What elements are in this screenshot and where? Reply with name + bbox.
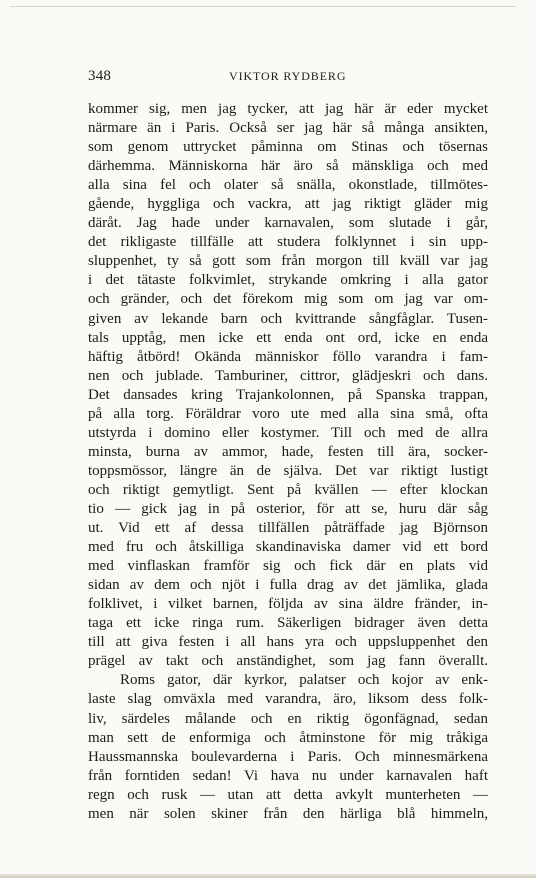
- text-line: liv, särdeles målande och en riktig ögonfägnad, sedan: [88, 710, 488, 727]
- text-line: taga ett icke ringa rum. Säkerligen bidrager även detta: [88, 615, 488, 632]
- running-title: VIKTOR RYDBERG: [229, 69, 347, 83]
- text-line: man sett de enformiga och åtminstone för mig tråkiga: [88, 729, 488, 746]
- text-line: det rikligaste tillfälle att studera folklynnet i sin upp-: [88, 234, 488, 251]
- text-line: närmare än i Paris. Också ser jag här så många ansikten,: [88, 120, 488, 137]
- text-line: utstyrda i domino eller kostymer. Till och med de allra: [88, 424, 488, 441]
- text-line: folklivet, i vilket barnen, följda av sina äldre fränder, in-: [88, 596, 488, 613]
- text-line: med fru och åtskilliga skandinaviska damer vid ett bord: [88, 539, 488, 556]
- text-line: men när solen skiner från den härliga blå himmeln,: [88, 805, 488, 822]
- text-line: på alla torg. Föräldrar voro ute med alla sina små, ofta: [88, 405, 488, 422]
- text-line: från forntiden sedan! Vi hava nu under karnavalen haft: [88, 767, 488, 784]
- text-line: Det dansades kring Trajankolonnen, på Spanska trappan,: [88, 386, 488, 403]
- text-line: minsta, burna av ammor, hade, festen till ära, socker-: [88, 443, 488, 460]
- text-line: laste slag omväxla med varandra, äro, liksom dess folk-: [88, 691, 488, 708]
- text-line: regn och rusk — utan att detta avkylt munterheten —: [88, 786, 488, 803]
- page-bottom-edge: [0, 874, 536, 878]
- text-line: toppsmössor, längre än de själva. Det var riktigt lustigt: [88, 462, 488, 479]
- text-line: tio — gick jag in på osterior, för att se, huru där såg: [88, 500, 488, 517]
- running-head: [88, 68, 488, 86]
- text-line: gående, hyggliga och vackra, att jag riktigt gläder mig: [88, 196, 488, 213]
- text-line: sluppenhet, ty så gott som från morgon till kväll var jag: [88, 253, 488, 270]
- text-line: som genom uttrycket påminna om Stinas och tösernas: [88, 139, 488, 156]
- text-line: och gränder, och det förekom mig som om jag var om-: [88, 291, 488, 308]
- text-line: sidan av dem och njöt i fulla drag av det jämlika, glada: [88, 577, 488, 594]
- text-line: ut. Vid ett af dessa tillfällen påträffade jag Björnson: [88, 520, 488, 537]
- text-line: tals upptåg, men icke ett enda ont ord, icke en enda: [88, 329, 488, 346]
- text-line: och riktigt gemytligt. Sent på kvällen — efter klockan: [88, 481, 488, 498]
- text-line: given av lekande barn och kvittrande sångfåglar. Tusen-: [88, 310, 488, 327]
- text-line: med vinflaskan framför sig och fick där en plats vid: [88, 558, 488, 575]
- body-text: [88, 100, 488, 824]
- text-line: alla sina fel och olater så snälla, okonstlade, tillmötes-: [88, 177, 488, 194]
- page-top-edge: [10, 6, 516, 7]
- text-line: däråt. Jag hade under karnavalen, som slutade i går,: [88, 215, 488, 232]
- text-line: häftig åtbörd! Okända människor föllo varandra i fam-: [88, 348, 488, 365]
- text-line: nen och jublade. Tamburiner, cittror, glädjeskri och dans.: [88, 367, 488, 384]
- text-line: till att giva festen i all hans yra och uppsluppenhet den: [88, 634, 488, 651]
- text-line: prägel av takt och anständighet, som jag fann överallt.: [88, 653, 488, 670]
- text-line: i det tätaste folkvimlet, strykande omkring i alla gator: [88, 272, 488, 289]
- text-line: kommer sig, men jag tycker, att jag här är eder mycket: [88, 101, 488, 117]
- page-number: 348: [88, 68, 112, 84]
- text-line: Haussmannska boulevarderna i Paris. Och minnesmärkena: [88, 748, 488, 765]
- text-line: Roms gator, där kyrkor, palatser och kojor av enk-: [120, 672, 488, 689]
- text-line: därhemma. Människorna här äro så mänskliga och med: [88, 158, 488, 175]
